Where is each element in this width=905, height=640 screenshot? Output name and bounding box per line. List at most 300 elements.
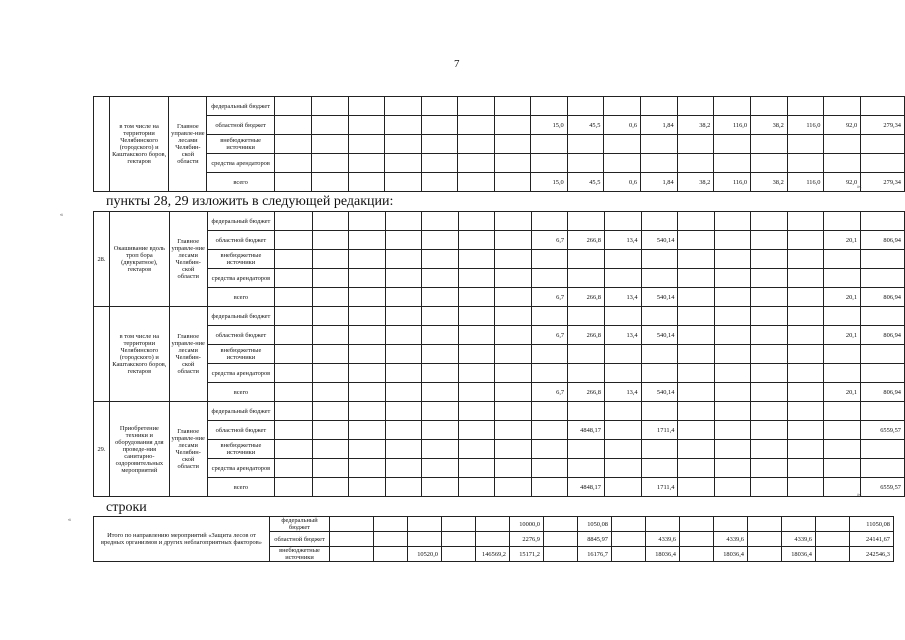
empty-cell (274, 154, 311, 173)
value-cell (861, 154, 905, 173)
value-cell (714, 250, 751, 269)
value-cell (861, 212, 905, 231)
value-cell (787, 459, 824, 478)
empty-cell (349, 269, 385, 288)
empty-cell (385, 383, 421, 402)
table-totals (93, 516, 894, 562)
empty-cell (385, 173, 421, 192)
empty-cell (495, 269, 531, 288)
funding-source: федеральный бюджет (207, 307, 275, 326)
empty-cell (458, 212, 494, 231)
table-row (94, 383, 905, 402)
empty-cell (495, 212, 531, 231)
value-cell: 1,84 (641, 173, 678, 192)
value-cell (714, 517, 748, 532)
value-cell: 540,14 (641, 288, 678, 307)
value-cell (787, 135, 824, 154)
value-cell (604, 364, 641, 383)
empty-cell (422, 250, 458, 269)
value-cell (751, 288, 788, 307)
empty-cell (495, 440, 531, 459)
value-cell: 806,94 (861, 231, 905, 250)
empty-cell (349, 459, 385, 478)
funding-source: областной бюджет (207, 421, 275, 440)
empty-cell (348, 173, 384, 192)
empty-cell (458, 440, 494, 459)
empty-cell (385, 135, 421, 154)
value-cell (751, 231, 788, 250)
value-cell (714, 345, 751, 364)
value-cell: 20,1 (824, 383, 861, 402)
empty-cell (422, 440, 458, 459)
empty-cell (385, 269, 421, 288)
empty-cell (458, 421, 494, 440)
value-cell (678, 421, 715, 440)
value-cell: 146569,2 (476, 547, 510, 562)
value-cell (714, 97, 751, 116)
empty-cell (458, 345, 494, 364)
empty-cell (495, 250, 531, 269)
value-cell (678, 478, 715, 497)
item-description: Приобретение техники и оборудования для проведе-ния санитарно-оздоровительных мероприятий (109, 402, 169, 497)
value-cell (604, 212, 641, 231)
table-row (94, 459, 905, 478)
value-cell (531, 250, 568, 269)
value-cell (861, 269, 905, 288)
table-items-28-29 (93, 211, 905, 497)
value-cell (816, 517, 850, 532)
empty-cell (494, 116, 530, 135)
value-cell: 1711,4 (641, 421, 678, 440)
value-cell (678, 459, 715, 478)
value-cell: 6559,57 (861, 421, 905, 440)
table-row (94, 288, 905, 307)
table-row (94, 97, 905, 116)
total-label: всего (207, 173, 275, 192)
value-cell: 6,7 (531, 326, 568, 345)
value-cell (824, 364, 861, 383)
value-cell: 266,8 (568, 288, 605, 307)
value-cell (714, 478, 751, 497)
value-cell: 6,7 (531, 231, 568, 250)
empty-cell (422, 421, 458, 440)
value-cell (714, 440, 751, 459)
value-cell (824, 345, 861, 364)
value-cell (816, 547, 850, 562)
value-cell (787, 288, 824, 307)
value-cell (751, 440, 788, 459)
value-cell (641, 307, 678, 326)
value-cell (824, 212, 861, 231)
table-row (94, 326, 905, 345)
value-cell (531, 402, 568, 421)
empty-cell (312, 212, 348, 231)
item-number: 29. (94, 402, 110, 497)
value-cell (748, 547, 782, 562)
item-description: Окашивание вдоль троп бора (двукратное), гектаров (109, 212, 169, 307)
value-cell (604, 402, 641, 421)
heading-points: пункты 28, 29 изложить в следующей редакции: (106, 194, 394, 209)
value-cell: 540,14 (641, 231, 678, 250)
empty-cell (422, 345, 458, 364)
empty-cell (495, 345, 531, 364)
value-cell (568, 364, 605, 383)
close-quote-2: »; (857, 492, 862, 498)
value-cell (531, 307, 568, 326)
empty-cell (312, 269, 348, 288)
value-cell (861, 307, 905, 326)
value-cell (861, 97, 905, 116)
empty-cell (312, 345, 348, 364)
empty-cell (458, 250, 494, 269)
value-cell: 6559,57 (861, 478, 905, 497)
empty-cell (312, 326, 348, 345)
funding-source: областной бюджет (207, 326, 275, 345)
value-cell (567, 97, 604, 116)
value-cell (641, 402, 678, 421)
value-cell (604, 345, 641, 364)
empty-cell (312, 421, 348, 440)
empty-cell (495, 364, 531, 383)
value-cell (604, 135, 641, 154)
empty-cell (312, 402, 348, 421)
value-cell (751, 364, 788, 383)
value-cell: 6,7 (531, 383, 568, 402)
table-row (94, 212, 905, 231)
value-cell (641, 269, 678, 288)
value-cell: 116,0 (787, 173, 824, 192)
empty-cell (348, 116, 384, 135)
value-cell: 45,5 (567, 116, 604, 135)
value-cell (641, 364, 678, 383)
value-cell: 806,94 (861, 326, 905, 345)
table-row (94, 231, 905, 250)
value-cell (531, 269, 568, 288)
value-cell (824, 440, 861, 459)
value-cell (677, 135, 714, 154)
item-organization: Главное управле-ние лесами Челябин-ской области (169, 307, 207, 402)
value-cell: 18036,4 (714, 547, 748, 562)
value-cell (374, 517, 408, 532)
empty-cell (385, 364, 421, 383)
value-cell (714, 402, 751, 421)
value-cell (677, 97, 714, 116)
empty-cell (349, 364, 385, 383)
value-cell (824, 97, 861, 116)
value-cell: 13,4 (604, 326, 641, 345)
value-cell: 38,2 (751, 116, 788, 135)
funding-source: средства арендаторов (207, 154, 275, 173)
item-organization: Главное управле-ние лесами Челябин-ской области (169, 97, 207, 192)
empty-cell (385, 250, 421, 269)
value-cell (680, 517, 714, 532)
value-cell (748, 517, 782, 532)
value-cell (604, 459, 641, 478)
value-cell: 266,8 (568, 383, 605, 402)
empty-cell (422, 326, 458, 345)
funding-source: федеральный бюджет (207, 97, 275, 116)
value-cell (787, 307, 824, 326)
empty-cell (422, 288, 458, 307)
value-cell (824, 154, 861, 173)
item-number (94, 307, 110, 402)
value-cell: 8845,97 (578, 532, 612, 547)
empty-cell (275, 383, 312, 402)
empty-cell (275, 212, 312, 231)
empty-cell (458, 383, 494, 402)
empty-cell (495, 421, 531, 440)
value-cell (787, 326, 824, 345)
value-cell (612, 517, 646, 532)
value-cell (751, 97, 788, 116)
value-cell (751, 326, 788, 345)
empty-cell (385, 459, 421, 478)
empty-cell (275, 478, 312, 497)
empty-cell (421, 97, 457, 116)
value-cell (531, 421, 568, 440)
value-cell: 11050,08 (850, 517, 894, 532)
empty-cell (312, 383, 348, 402)
value-cell (567, 154, 604, 173)
empty-cell (312, 478, 348, 497)
empty-cell (275, 231, 312, 250)
value-cell (604, 250, 641, 269)
empty-cell (422, 459, 458, 478)
empty-cell (458, 269, 494, 288)
value-cell (374, 532, 408, 547)
empty-cell (312, 364, 348, 383)
value-cell (782, 517, 816, 532)
empty-cell (349, 402, 385, 421)
value-cell (678, 288, 715, 307)
value-cell (678, 345, 715, 364)
value-cell (751, 154, 788, 173)
table-row (94, 154, 905, 173)
value-cell (531, 97, 568, 116)
empty-cell (385, 326, 421, 345)
empty-cell (312, 440, 348, 459)
empty-cell (385, 231, 421, 250)
table-block-1 (93, 96, 905, 192)
value-cell: 92,0 (824, 173, 861, 192)
value-cell: 15171,2 (510, 547, 544, 562)
value-cell (678, 250, 715, 269)
value-cell (677, 154, 714, 173)
table-row (94, 440, 905, 459)
value-cell: 266,8 (568, 231, 605, 250)
table-row (94, 364, 905, 383)
funding-source: федеральный бюджет (207, 402, 275, 421)
value-cell (787, 364, 824, 383)
empty-cell (349, 307, 385, 326)
value-cell (641, 250, 678, 269)
empty-cell (349, 421, 385, 440)
empty-cell (458, 459, 494, 478)
value-cell (751, 478, 788, 497)
value-cell: 45,5 (567, 173, 604, 192)
value-cell (787, 421, 824, 440)
value-cell: 279,34 (861, 173, 905, 192)
value-cell (751, 402, 788, 421)
empty-cell (458, 231, 494, 250)
value-cell (442, 517, 476, 532)
empty-cell (385, 154, 421, 173)
value-cell (604, 97, 641, 116)
empty-cell (275, 459, 312, 478)
value-cell: 1711,4 (641, 478, 678, 497)
table-row (94, 250, 905, 269)
empty-cell (422, 402, 458, 421)
empty-cell (349, 440, 385, 459)
value-cell (787, 154, 824, 173)
value-cell: 13,4 (604, 288, 641, 307)
empty-cell (495, 288, 531, 307)
value-cell: 279,34 (861, 116, 905, 135)
value-cell (408, 517, 442, 532)
value-cell (544, 517, 578, 532)
value-cell (714, 154, 751, 173)
value-cell (678, 307, 715, 326)
empty-cell (312, 135, 348, 154)
empty-cell (494, 97, 530, 116)
empty-cell (312, 231, 348, 250)
empty-cell (312, 97, 348, 116)
value-cell (678, 402, 715, 421)
value-cell (714, 383, 751, 402)
funding-source: внебюджетные источники (207, 135, 275, 154)
table-row (94, 421, 905, 440)
heading-lines: строки (106, 500, 147, 515)
value-cell (641, 97, 678, 116)
empty-cell (385, 440, 421, 459)
empty-cell (458, 364, 494, 383)
value-cell (604, 478, 641, 497)
value-cell: 116,0 (714, 116, 751, 135)
value-cell (787, 402, 824, 421)
table-row (94, 402, 905, 421)
funding-source: областной бюджет (270, 532, 330, 547)
empty-cell (458, 326, 494, 345)
value-cell (787, 383, 824, 402)
total-label: всего (207, 288, 275, 307)
value-cell (604, 154, 641, 173)
value-cell (861, 364, 905, 383)
empty-cell (421, 116, 457, 135)
value-cell: 806,94 (861, 383, 905, 402)
table-row (94, 116, 905, 135)
value-cell (751, 212, 788, 231)
funding-source: внебюджетные источники (207, 440, 275, 459)
empty-cell (275, 326, 312, 345)
empty-cell (385, 116, 421, 135)
empty-cell (349, 231, 385, 250)
value-cell: 20,1 (824, 288, 861, 307)
value-cell (476, 532, 510, 547)
empty-cell (312, 250, 348, 269)
empty-cell (422, 269, 458, 288)
value-cell: 20,1 (824, 326, 861, 345)
value-cell (714, 269, 751, 288)
value-cell: 1,84 (641, 116, 678, 135)
empty-cell (385, 307, 421, 326)
value-cell (787, 212, 824, 231)
empty-cell (495, 383, 531, 402)
empty-cell (349, 326, 385, 345)
value-cell (678, 440, 715, 459)
value-cell (531, 440, 568, 459)
empty-cell (458, 288, 494, 307)
empty-cell (349, 212, 385, 231)
empty-cell (422, 231, 458, 250)
value-cell (641, 345, 678, 364)
value-cell (714, 364, 751, 383)
empty-cell (312, 288, 348, 307)
empty-cell (349, 345, 385, 364)
value-cell (604, 440, 641, 459)
value-cell (641, 212, 678, 231)
table-row (94, 269, 905, 288)
value-cell: 18036,4 (646, 547, 680, 562)
empty-cell (495, 478, 531, 497)
value-cell (714, 212, 751, 231)
empty-cell (275, 440, 312, 459)
value-cell (861, 440, 905, 459)
value-cell (568, 402, 605, 421)
empty-cell (458, 97, 494, 116)
value-cell (751, 135, 788, 154)
funding-source: внебюджетные источники (207, 345, 275, 364)
empty-cell (275, 250, 312, 269)
value-cell: 38,2 (677, 116, 714, 135)
value-cell (824, 135, 861, 154)
funding-source: внебюджетные источники (270, 547, 330, 562)
empty-cell (274, 173, 311, 192)
total-label: всего (207, 383, 275, 402)
empty-cell (494, 173, 530, 192)
value-cell (612, 532, 646, 547)
empty-cell (312, 173, 348, 192)
funding-source: федеральный бюджет (270, 517, 330, 532)
empty-cell (312, 307, 348, 326)
value-cell (824, 478, 861, 497)
empty-cell (312, 459, 348, 478)
total-label: всего (207, 478, 275, 497)
item-description: в том числе на территории Челябинского (городского) и Каштакского боров, гектаров (109, 97, 169, 192)
empty-cell (330, 517, 374, 532)
value-cell: 540,14 (641, 383, 678, 402)
value-cell (678, 212, 715, 231)
value-cell (714, 307, 751, 326)
value-cell (751, 269, 788, 288)
empty-cell (349, 383, 385, 402)
value-cell: 38,2 (751, 173, 788, 192)
empty-cell (275, 269, 312, 288)
value-cell (678, 364, 715, 383)
empty-cell (385, 288, 421, 307)
value-cell: 38,2 (677, 173, 714, 192)
value-cell (544, 532, 578, 547)
value-cell (751, 307, 788, 326)
value-cell (861, 402, 905, 421)
value-cell (641, 154, 678, 173)
empty-cell (349, 478, 385, 497)
value-cell (824, 421, 861, 440)
value-cell (646, 517, 680, 532)
value-cell (568, 307, 605, 326)
value-cell (751, 459, 788, 478)
funding-source: средства арендаторов (207, 364, 275, 383)
value-cell: 4848,17 (568, 421, 605, 440)
